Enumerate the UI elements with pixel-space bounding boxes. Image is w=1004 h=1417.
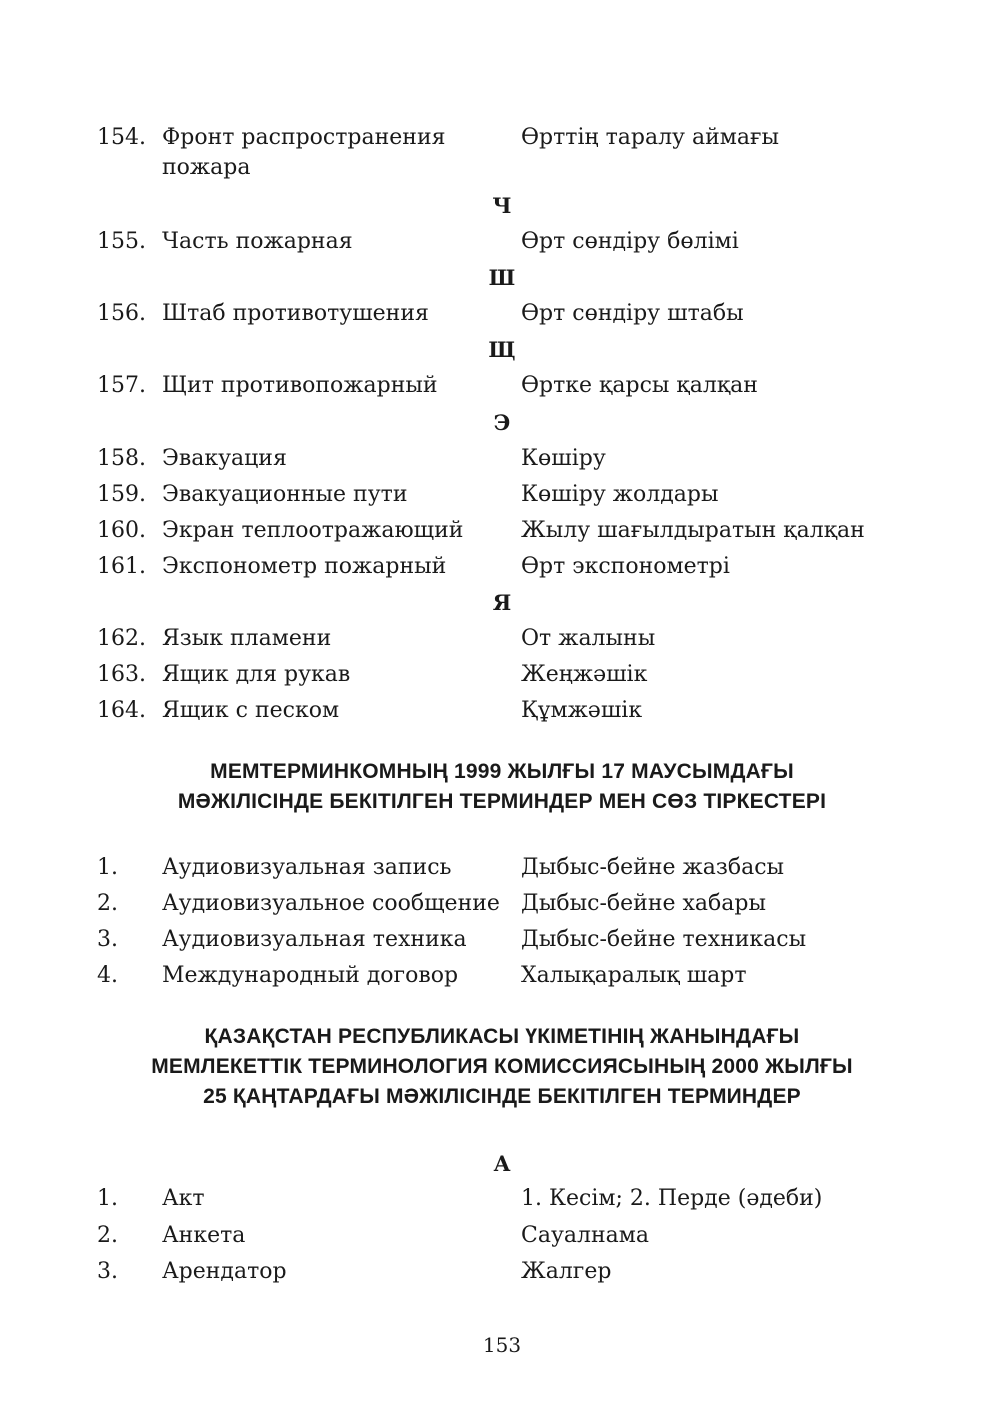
kazakh-term: Дыбыс-бейне жазбасы <box>521 855 785 880</box>
glossary-entry <box>0 552 1004 582</box>
kazakh-term: Өрт экспонометрі <box>521 554 730 579</box>
entry-number: 1. <box>97 855 118 880</box>
russian-term: Арендатор <box>162 1259 287 1284</box>
entry-number: 164. <box>97 698 146 723</box>
section-heading-line: ҚАЗАҚСТАН РЕСПУБЛИКАСЫ ҮКІМЕТІНІҢ ЖАНЫНДАҒЫ <box>204 1025 800 1048</box>
russian-term: Экран теплоотражающий <box>162 518 464 543</box>
glossary-entry <box>0 371 1004 401</box>
glossary-entry <box>0 1257 1004 1287</box>
russian-term: Аудиовизуальная запись <box>162 855 452 880</box>
entry-number: 161. <box>97 554 146 579</box>
entry-number: 162. <box>97 626 146 651</box>
kazakh-term: Өртке қарсы қалқан <box>521 373 758 398</box>
russian-term: Язык пламени <box>162 626 332 651</box>
section-heading <box>60 1022 944 1112</box>
glossary-entry <box>0 123 1004 180</box>
glossary-entry <box>0 961 1004 991</box>
entry-number: 2. <box>97 891 118 916</box>
glossary-entry <box>0 660 1004 690</box>
glossary-entry <box>0 1184 1004 1214</box>
entry-number: 3. <box>97 1259 118 1284</box>
letter-heading: А <box>493 1151 511 1176</box>
kazakh-term: Халықаралық шарт <box>521 963 747 988</box>
kazakh-term: Құмжәшік <box>521 698 643 723</box>
glossary-entry <box>0 624 1004 654</box>
entry-number: 157. <box>97 373 146 398</box>
entry-number: 160. <box>97 518 146 543</box>
entry-number: 158. <box>97 446 146 471</box>
russian-term: Аудиовизуальная техника <box>162 927 467 952</box>
entry-number: 156. <box>97 301 146 326</box>
entry-number: 163. <box>97 662 146 687</box>
entry-number: 1. <box>97 1186 118 1211</box>
glossary-entry <box>0 299 1004 329</box>
kazakh-term: Жылу шағылдыратын қалқан <box>521 518 865 543</box>
russian-term <box>162 123 502 183</box>
page-number: 153 <box>482 1333 522 1357</box>
glossary-entry <box>0 925 1004 955</box>
kazakh-term: Өрт сөндіру бөлімі <box>521 229 739 254</box>
glossary-entry <box>0 516 1004 546</box>
russian-term: Штаб противотушения <box>162 301 429 326</box>
russian-term-line: Фронт распространения <box>162 125 446 150</box>
glossary-entry <box>0 889 1004 919</box>
kazakh-term: Дыбыс-бейне хабары <box>521 891 766 916</box>
russian-term: Щит противопожарный <box>162 373 438 398</box>
glossary-entry <box>0 480 1004 510</box>
letter-heading: Я <box>492 590 512 615</box>
russian-term: Ящик для рукав <box>162 662 351 687</box>
kazakh-term: Дыбыс-бейне техникасы <box>521 927 807 952</box>
letter-heading: Ч <box>492 193 512 218</box>
kazakh-term: Жалгер <box>521 1259 612 1284</box>
russian-term: Анкета <box>162 1223 246 1248</box>
russian-term: Часть пожарная <box>162 229 353 254</box>
glossary-entry <box>0 696 1004 726</box>
kazakh-term: Сауалнама <box>521 1223 649 1248</box>
entry-number: 159. <box>97 482 146 507</box>
glossary-entry <box>0 1221 1004 1251</box>
russian-term: Аудиовизуальное сообщение <box>162 891 500 916</box>
russian-term: Международный договор <box>162 963 459 988</box>
entry-number: 4. <box>97 963 118 988</box>
kazakh-term: Көшіру <box>521 446 606 471</box>
entry-number: 2. <box>97 1223 118 1248</box>
glossary-entry <box>0 227 1004 257</box>
kazakh-term: Өрт сөндіру штабы <box>521 301 744 326</box>
russian-term: Ящик с песком <box>162 698 340 723</box>
russian-term: Эвакуационные пути <box>162 482 408 507</box>
section-heading-line: МЕМЛЕКЕТТІК ТЕРМИНОЛОГИЯ КОМИССИЯСЫНЫҢ 2000 ЖЫЛҒЫ <box>151 1055 853 1078</box>
section-heading-line: МЕМТЕРМИНКОМНЫҢ 1999 ЖЫЛҒЫ 17 МАУСЫМДАҒЫ <box>210 760 794 783</box>
kazakh-term: Өрттің таралу аймағы <box>521 125 780 150</box>
letter-heading: Ш <box>488 265 516 290</box>
entry-number: 155. <box>97 229 146 254</box>
entry-number: 154. <box>97 125 146 150</box>
entry-number: 3. <box>97 927 118 952</box>
kazakh-term: 1. Кесім; 2. Перде (әдеби) <box>521 1186 823 1211</box>
letter-heading: Э <box>493 410 511 435</box>
kazakh-term: Көшіру жолдары <box>521 482 719 507</box>
section-heading <box>60 757 944 817</box>
letter-heading: Щ <box>488 337 516 362</box>
russian-term: Экспонометр пожарный <box>162 554 447 579</box>
section-heading-line: МӘЖІЛІСІНДЕ БЕКІТІЛГЕН ТЕРМИНДЕР МЕН СӨЗ ТІРКЕСТЕРІ <box>177 790 827 813</box>
section-heading-line: 25 ҚАҢТАРДАҒЫ МӘЖІЛІСІНДЕ БЕКІТІЛГЕН ТЕРМИНДЕР <box>203 1085 801 1108</box>
kazakh-term: От жалыны <box>521 626 656 651</box>
russian-term: Эвакуация <box>162 446 287 471</box>
glossary-entry <box>0 444 1004 474</box>
kazakh-term: Жеңжәшік <box>521 662 648 687</box>
russian-term: Акт <box>162 1186 205 1211</box>
russian-term-line: пожара <box>162 155 251 180</box>
glossary-entry <box>0 853 1004 883</box>
